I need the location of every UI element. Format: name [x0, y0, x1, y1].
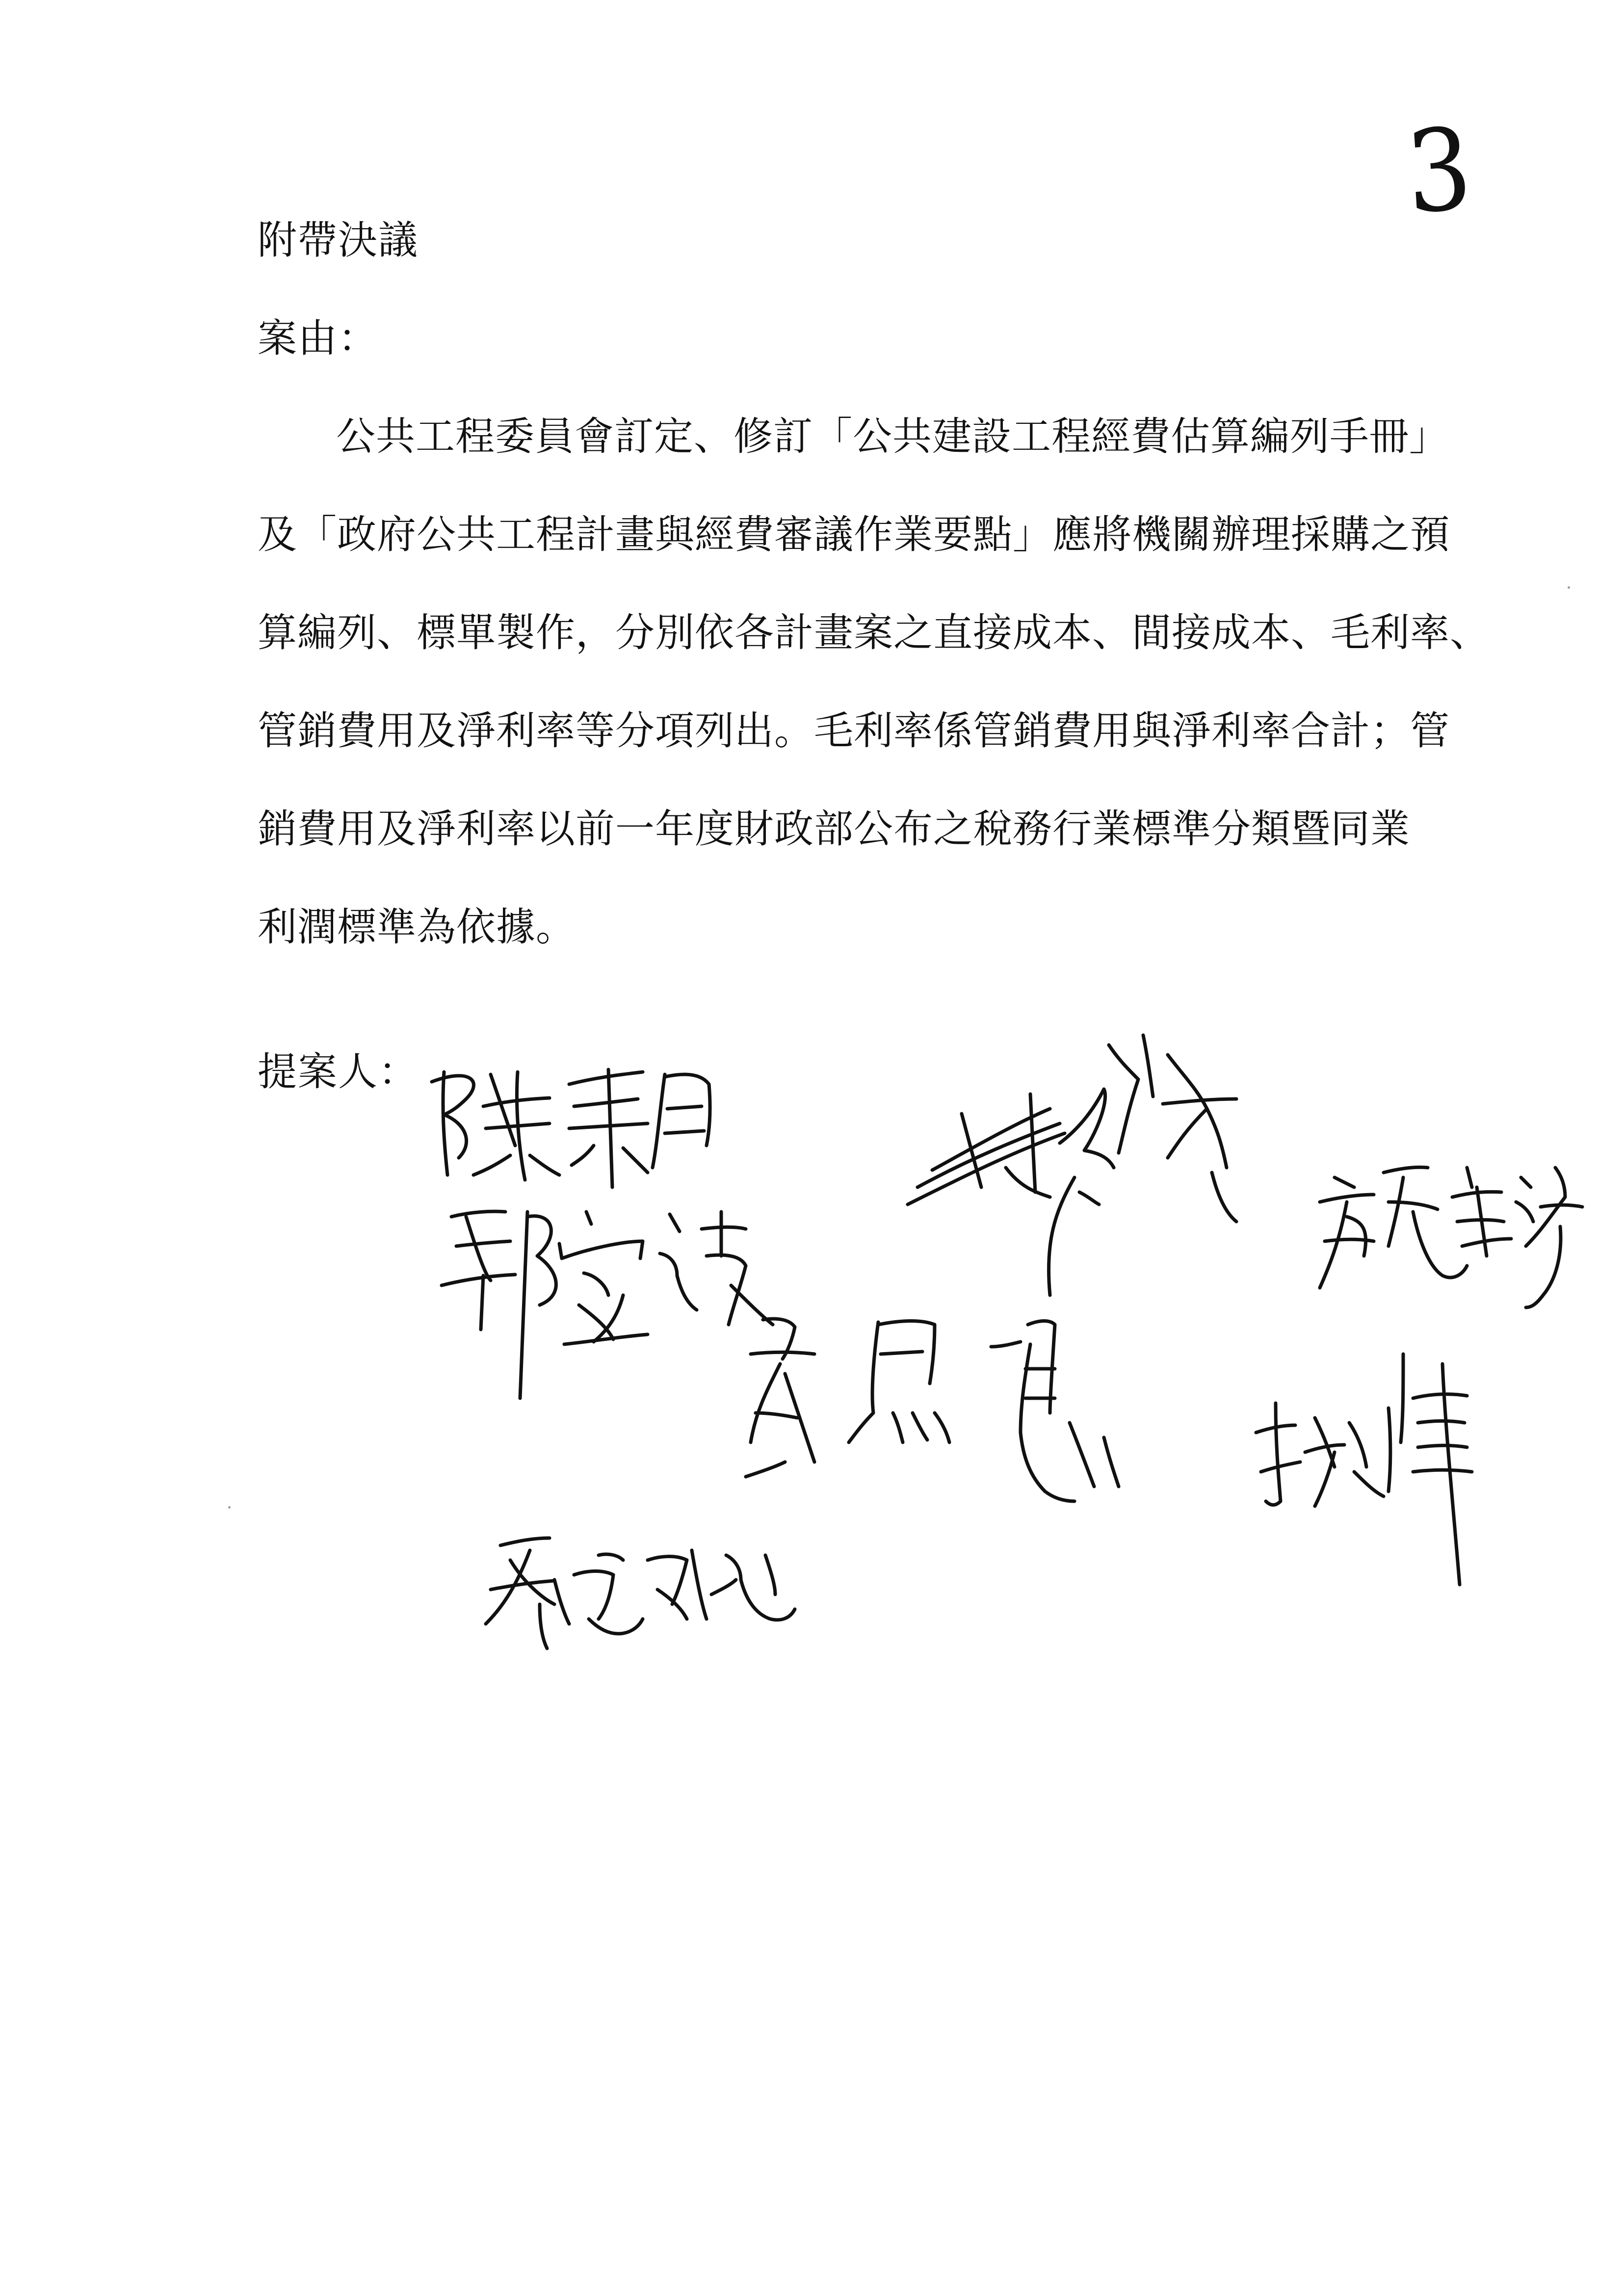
body-char: 行: [1052, 806, 1092, 852]
body-char: 會: [575, 414, 614, 459]
signature-1: [432, 1070, 710, 1187]
body-char: 。: [774, 708, 814, 754]
body-char: 編: [297, 610, 337, 655]
body-char: 工: [496, 512, 536, 557]
body-char: 等: [576, 708, 615, 754]
body-char: 合: [1291, 708, 1331, 754]
body-char: 「: [297, 512, 337, 557]
body-char: 要: [933, 512, 973, 557]
body-char: 與: [655, 512, 695, 557]
body-char: 業: [893, 512, 933, 557]
body-char: 一: [615, 806, 655, 852]
body-char: 設: [972, 414, 1012, 459]
document-heading: 附帶決議: [258, 217, 419, 263]
body-char: 率: [1251, 708, 1291, 754]
body-char: 、: [1450, 610, 1490, 655]
body-char: 共: [892, 414, 932, 459]
body-char: 、: [1291, 610, 1331, 655]
body-char: 係: [933, 708, 973, 754]
signature-4: [1320, 1167, 1582, 1307]
body-char: 間: [1132, 610, 1172, 655]
body-char: 同: [1331, 806, 1370, 852]
body-char: 銷: [1013, 708, 1052, 754]
body-char: 財: [734, 806, 774, 852]
body-char: 以: [536, 806, 576, 852]
body-char: 工: [1012, 414, 1051, 459]
body-char: 採: [1291, 512, 1331, 557]
body-char: 務: [1013, 806, 1052, 852]
body-char: 程: [1051, 414, 1091, 459]
body-char: 政: [337, 512, 377, 557]
body-char: 」: [1409, 414, 1449, 459]
body-char: 共: [376, 414, 416, 459]
body-char: 「: [813, 414, 853, 459]
body-char: 定: [654, 414, 694, 459]
body-char: 費: [734, 512, 774, 557]
body-char: 建: [932, 414, 972, 459]
body-char: 及: [417, 708, 456, 754]
body-char: 、: [1092, 610, 1132, 655]
body-char: 案: [854, 610, 893, 655]
body-char: 機: [1132, 512, 1172, 557]
body-char: 費: [337, 708, 377, 754]
body-char: 出: [734, 708, 774, 754]
body-char: 公: [336, 414, 376, 459]
case-label: 案由：: [258, 315, 378, 361]
body-char: 購: [1331, 512, 1370, 557]
body-line-6: 利潤標準為依據。: [258, 904, 576, 950]
body-char: 、: [377, 610, 417, 655]
body-char: 列: [1290, 414, 1330, 459]
body-char: 」: [1013, 512, 1052, 557]
body-char: 計: [774, 610, 814, 655]
body-char: 用: [1092, 708, 1132, 754]
body-char: 成: [1013, 610, 1052, 655]
body-char: 淨: [417, 806, 456, 852]
body-char: 手: [1330, 414, 1369, 459]
body-char: 算: [258, 610, 297, 655]
body-char: 利: [496, 708, 536, 754]
signature-3: [908, 1035, 1236, 1295]
body-char: 應: [1052, 512, 1092, 557]
body-char: 共: [456, 512, 496, 557]
body-char: 訂: [614, 414, 654, 459]
body-char: 管: [1410, 708, 1450, 754]
body-char: 毛: [1331, 610, 1370, 655]
body-char: 經: [695, 512, 734, 557]
body-char: 本: [1052, 610, 1092, 655]
body-char: 部: [814, 806, 854, 852]
body-char: 各: [734, 610, 774, 655]
body-char: 分: [1211, 806, 1251, 852]
body-char: 接: [973, 610, 1013, 655]
body-char: 程: [455, 414, 495, 459]
body-char: ；: [1370, 708, 1410, 754]
body-char: 點: [973, 512, 1013, 557]
scan-speck: [228, 1506, 231, 1509]
body-char: 費: [1131, 414, 1171, 459]
body-char: 項: [655, 708, 695, 754]
body-char: 用: [337, 806, 377, 852]
body-char: 標: [1132, 806, 1172, 852]
body-char: 淨: [1172, 708, 1211, 754]
body-char: 別: [655, 610, 695, 655]
body-char: 議: [814, 512, 854, 557]
body-char: 、: [694, 414, 733, 459]
body-char: 畫: [615, 512, 655, 557]
body-char: 列: [695, 708, 734, 754]
proposer-label: 提案人：: [258, 1049, 419, 1095]
body-char: 理: [1251, 512, 1291, 557]
body-char: 關: [1172, 512, 1211, 557]
body-char: 冊: [1369, 414, 1409, 459]
body-char: 審: [774, 512, 814, 557]
body-char: 算: [1210, 414, 1250, 459]
body-char: 率: [1410, 610, 1450, 655]
body-char: 直: [933, 610, 973, 655]
body-char: 作: [854, 512, 893, 557]
body-char: 製: [496, 610, 536, 655]
body-char: 成: [1211, 610, 1251, 655]
body-char: 利: [1211, 708, 1251, 754]
body-char: 工: [416, 414, 455, 459]
body-char: 淨: [456, 708, 496, 754]
signature-7: [486, 1538, 795, 1648]
body-char: 毛: [814, 708, 854, 754]
body-char: 銷: [297, 708, 337, 754]
body-char: 布: [893, 806, 933, 852]
body-char: 經: [1091, 414, 1131, 459]
body-char: 銷: [258, 806, 297, 852]
body-char: 之: [933, 806, 973, 852]
body-char: 之: [1370, 512, 1410, 557]
body-char: 編: [1250, 414, 1290, 459]
signature-6: [1256, 1354, 1472, 1585]
scan-speck: [1568, 586, 1570, 589]
body-char: 利: [1370, 610, 1410, 655]
body-char: 業: [1370, 806, 1410, 852]
body-char: 率: [536, 708, 576, 754]
body-char: 率: [496, 806, 536, 852]
body-char: 政: [774, 806, 814, 852]
body-char: 本: [1251, 610, 1291, 655]
body-char: 管: [258, 708, 297, 754]
body-char: 列: [337, 610, 377, 655]
body-char: 辦: [1211, 512, 1251, 557]
body-char: 公: [853, 414, 892, 459]
body-char: 畫: [814, 610, 854, 655]
body-char: 作: [536, 610, 576, 655]
body-char: 利: [456, 806, 496, 852]
body-char: 委: [495, 414, 535, 459]
body-char: 分: [615, 610, 655, 655]
body-char: 預: [1410, 512, 1450, 557]
body-char: 程: [536, 512, 576, 557]
body-char: 費: [297, 806, 337, 852]
body-char: 計: [576, 512, 615, 557]
body-char: 標: [417, 610, 456, 655]
body-char: 訂: [773, 414, 813, 459]
body-char: 分: [615, 708, 655, 754]
body-char: 利: [854, 708, 893, 754]
body-char: 估: [1171, 414, 1210, 459]
body-char: 管: [973, 708, 1013, 754]
body-char: 計: [1331, 708, 1370, 754]
body-char: 之: [893, 610, 933, 655]
body-char: 率: [893, 708, 933, 754]
body-char: ，: [576, 610, 615, 655]
signature-2: [442, 1211, 773, 1398]
body-char: 暨: [1291, 806, 1331, 852]
body-char: 稅: [973, 806, 1013, 852]
page-number: 3: [1403, 104, 1476, 239]
body-char: 府: [377, 512, 417, 557]
body-char: 公: [854, 806, 893, 852]
body-char: 業: [1092, 806, 1132, 852]
body-char: 依: [695, 610, 734, 655]
body-char: 與: [1132, 708, 1172, 754]
body-char: 單: [456, 610, 496, 655]
body-char: 將: [1092, 512, 1132, 557]
body-char: 類: [1251, 806, 1291, 852]
body-char: 及: [377, 806, 417, 852]
body-char: 用: [377, 708, 417, 754]
body-char: 準: [1172, 806, 1211, 852]
body-char: 員: [535, 414, 575, 459]
body-char: 前: [576, 806, 615, 852]
body-char: 度: [695, 806, 734, 852]
body-char: 費: [1052, 708, 1092, 754]
body-char: 及: [258, 512, 297, 557]
body-char: 接: [1172, 610, 1211, 655]
body-char: 公: [417, 512, 456, 557]
signature-5: [746, 1319, 1119, 1501]
body-char: 修: [733, 414, 773, 459]
body-char: 年: [655, 806, 695, 852]
